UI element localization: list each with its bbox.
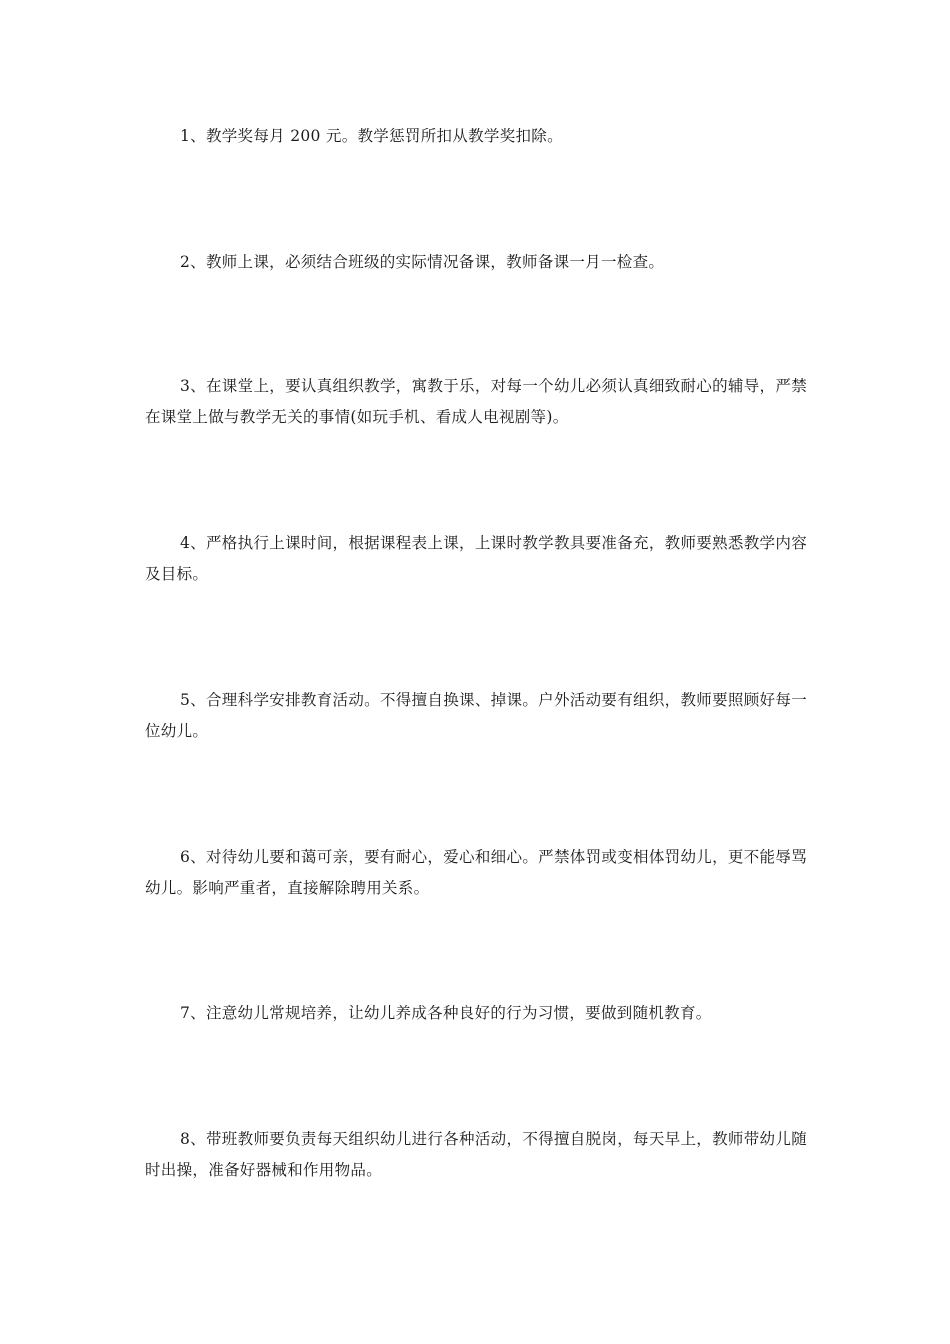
rule-paragraph-2: 2、教师上课，必须结合班级的实际情况备课，教师备课一月一检查。 [180, 253, 665, 271]
rule-paragraph-6: 6、对待幼儿要和蔼可亲，要有耐心，爱心和细心。严禁体罚或变相体罚幼儿，更不能辱骂幼儿。影响严重者，直接解除聘用关系。 [145, 848, 807, 897]
rule-paragraph-3: 3、在课堂上，要认真组织教学，寓教于乐，对每一个幼儿必须认真细致耐心的辅导，严禁在课堂上做与教学无关的事情(如玩手机、看成人电视剧等)。 [145, 377, 807, 426]
rule-paragraph-5: 5、合理科学安排教育活动。不得擅自换课、掉课。户外活动要有组织，教师要照顾好每一位幼儿。 [145, 691, 807, 740]
rule-paragraph-7: 7、注意幼儿常规培养，让幼儿养成各种良好的行为习惯，要做到随机教育。 [180, 1004, 712, 1022]
rule-paragraph-8: 8、带班教师要负责每天组织幼儿进行各种活动，不得擅自脱岗，每天早上，教师带幼儿随时出操，准备好器械和作用物品。 [145, 1130, 807, 1179]
rule-paragraph-1: 1、教学奖每月 200 元。教学惩罚所扣从教学奖扣除。 [180, 127, 563, 145]
rule-paragraph-4: 4、严格执行上课时间，根据课程表上课，上课时教学教具要准备充，教师要熟悉教学内容及目标。 [145, 534, 807, 583]
